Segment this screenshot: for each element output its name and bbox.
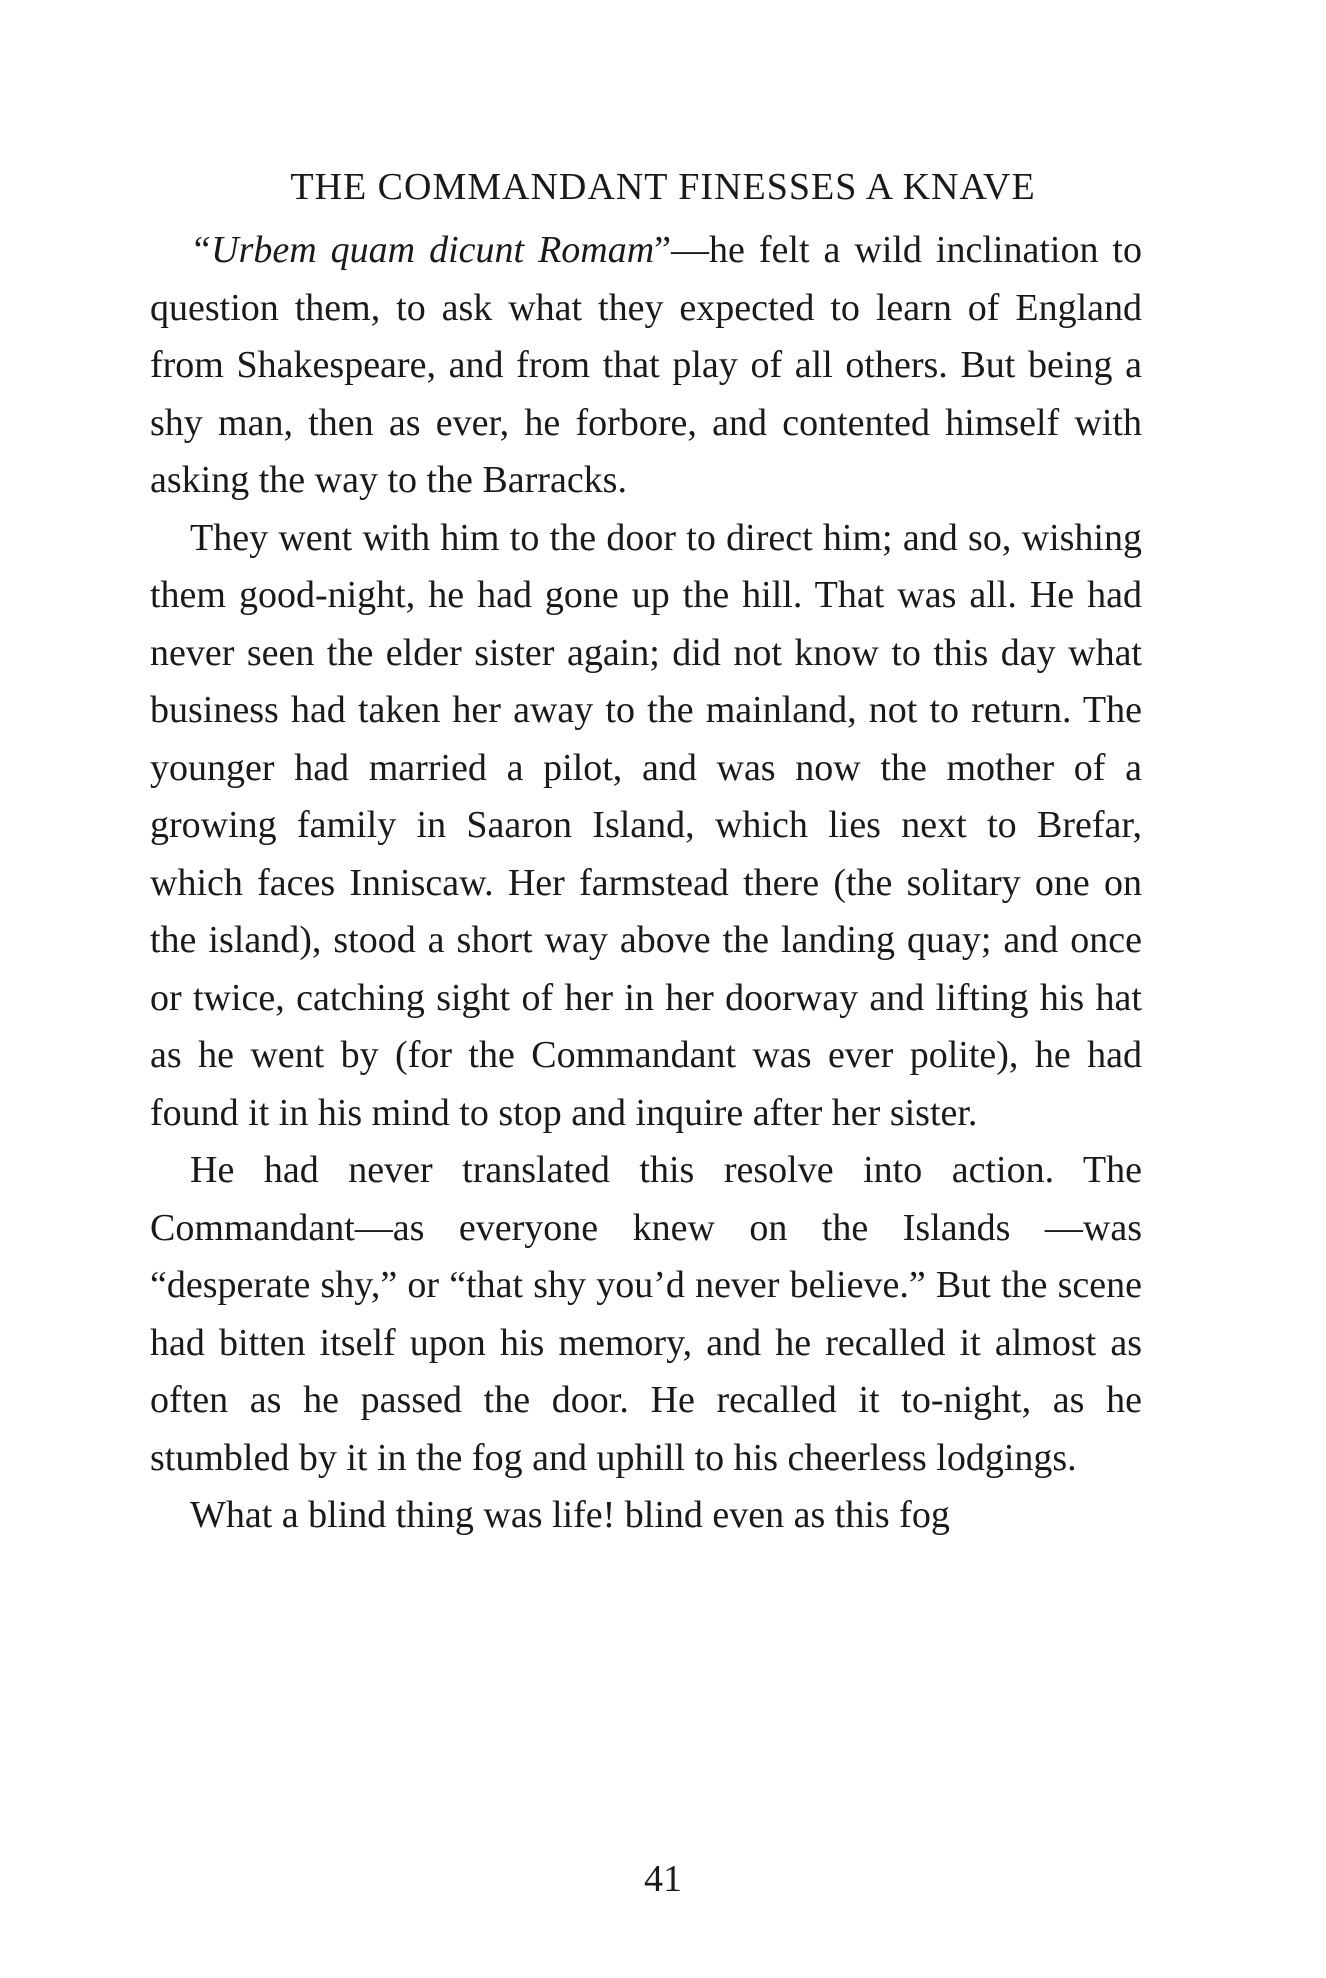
paragraph-3: He had never translated this resolve into action. The Commandant—as everyone knew on the Islands —was “desperate shy,” or “that shy you’d never believe.” But the scene had bitten itself upon his memory, and he recalled it almost as often as he passed the door. He recalled it to-night, as he stumbled by it in the fog and uphill to his cheerless lodgings. bbox=[150, 1149, 1142, 1479]
paragraph-4: What a blind thing was life! blind even as this fog bbox=[190, 1494, 950, 1536]
body-text bbox=[150, 222, 1142, 1545]
paragraph-1 bbox=[150, 222, 1142, 510]
running-head: THE COMMANDANT FINESSES A KNAVE bbox=[290, 166, 1036, 208]
page-number: 41 bbox=[644, 1858, 682, 1900]
paragraph-2: They went with him to the door to direct him; and so, wishing them good-night, he had gone up the hill. That was all. He had never seen the elder sister again; did not know to this day what business had taken her away to the mainland, not to return. The younger had married a pilot, and was now the mother of a growing family in Saaron Island, which lies next to Brefar, which faces Inniscaw. Her farmstead there (the solitary one on the island), stood a short way above the landing quay; and once or twice, catching sight of her in her doorway and lifting his hat as he went by (for the Commandant was ever polite), he had found it in his mind to stop and inquire after her sister. bbox=[150, 516, 1142, 1134]
paragraph-1-text: ”—he felt a wild inclination to question them, to ask what they expected to learn of England from Shakespeare, and from that play of all others. But being a shy man, then as ever, he forbore, and contented himself with asking the way to the Barracks. bbox=[150, 229, 1142, 501]
latin-quotation: “Urbem quam dicunt Romam bbox=[190, 229, 655, 271]
